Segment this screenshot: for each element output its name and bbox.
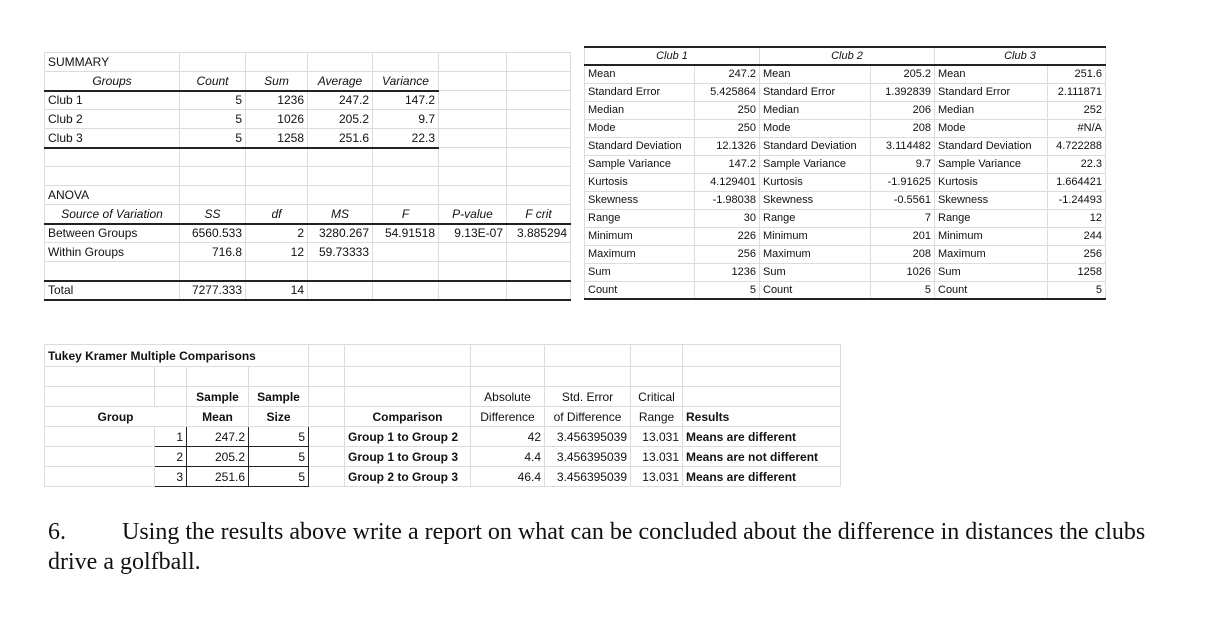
table-row: [585, 83, 1106, 101]
summary-cell: 5: [180, 129, 246, 148]
tukey-result: Means are different: [683, 467, 841, 487]
table-row: [585, 173, 1106, 191]
stat-value: 5: [695, 281, 760, 299]
club1-header: Club 1: [585, 47, 760, 65]
stat-value: 12.1326: [695, 137, 760, 155]
stat-label: Maximum: [760, 245, 871, 263]
table-row: [585, 137, 1106, 155]
question-number: 6.: [48, 519, 66, 545]
stat-label: Minimum: [585, 227, 695, 245]
tukey-hdr-group: Group: [45, 407, 187, 427]
summary-header-count: Count: [180, 72, 246, 91]
descriptive-stats-table: [584, 46, 1106, 300]
stat-label: Kurtosis: [935, 173, 1048, 191]
stat-label: Standard Error: [585, 83, 695, 101]
anova-cell: Between Groups: [45, 224, 180, 243]
stat-label: Median: [935, 101, 1048, 119]
stat-value: 1.392839: [871, 83, 935, 101]
stat-value: 22.3: [1048, 155, 1106, 173]
stat-label: Mean: [760, 65, 871, 83]
stat-label: Mean: [585, 65, 695, 83]
stat-label: Minimum: [935, 227, 1048, 245]
stat-value: #N/A: [1048, 119, 1106, 137]
club2-header: Club 2: [760, 47, 935, 65]
stat-label: Sample Variance: [935, 155, 1048, 173]
table-row: [585, 65, 1106, 83]
table-row: [45, 91, 571, 110]
stat-label: Standard Deviation: [585, 137, 695, 155]
stat-label: Standard Deviation: [935, 137, 1048, 155]
stat-label: Sum: [935, 263, 1048, 281]
stat-value: 147.2: [695, 155, 760, 173]
question-text: Using the results above write a report on what can be concluded about the difference in distances the clubs drive a golfball.: [48, 519, 1146, 575]
stat-value: 3.114482: [871, 137, 935, 155]
summary-cell: Club 1: [45, 91, 180, 110]
stat-value: 7: [871, 209, 935, 227]
summary-cell: Club 2: [45, 110, 180, 129]
club3-header: Club 3: [935, 47, 1106, 65]
table-row: [45, 427, 841, 447]
table-row: [585, 191, 1106, 209]
table-row: [585, 101, 1106, 119]
anova-cell: 716.8: [180, 243, 246, 262]
tukey-result: Means are not different: [683, 447, 841, 467]
anova-cell: 7277.333: [180, 281, 246, 300]
tukey-sample-size: 5: [249, 467, 309, 487]
stat-value: 4.129401: [695, 173, 760, 191]
summary-title: SUMMARY: [45, 53, 180, 72]
stat-value: 205.2: [871, 65, 935, 83]
summary-cell: 9.7: [373, 110, 439, 129]
summary-cell: 5: [180, 91, 246, 110]
stat-label: Range: [585, 209, 695, 227]
tukey-hdr-critical: Critical: [631, 387, 683, 407]
table-row: [45, 281, 571, 300]
tukey-comparison: Group 1 to Group 3: [345, 447, 471, 467]
stat-label: Sample Variance: [585, 155, 695, 173]
anova-header-source: Source of Variation: [45, 205, 180, 224]
tukey-result: Means are different: [683, 427, 841, 447]
stat-label: Standard Error: [760, 83, 871, 101]
summary-cell: 247.2: [308, 91, 373, 110]
tukey-hdr-absolute: Absolute: [471, 387, 545, 407]
anova-header-pvalue: P-value: [439, 205, 507, 224]
summary-cell: 1258: [246, 129, 308, 148]
tukey-group-number: 1: [155, 427, 187, 447]
stat-value: 252: [1048, 101, 1106, 119]
stat-label: Count: [935, 281, 1048, 299]
stat-value: 1026: [871, 263, 935, 281]
anova-header-fcrit: F crit: [507, 205, 571, 224]
stat-value: 2.111871: [1048, 83, 1106, 101]
stat-value: 5: [1048, 281, 1106, 299]
anova-cell: 3280.267: [308, 224, 373, 243]
stat-label: Standard Deviation: [760, 137, 871, 155]
anova-cell: 9.13E-07: [439, 224, 507, 243]
table-row: [45, 129, 571, 148]
question-paragraph: [48, 517, 1198, 577]
anova-cell: 3.885294: [507, 224, 571, 243]
stat-value: -1.98038: [695, 191, 760, 209]
tukey-abs-difference: 46.4: [471, 467, 545, 487]
anova-cell: 12: [246, 243, 308, 262]
stat-value: 251.6: [1048, 65, 1106, 83]
summary-cell: 205.2: [308, 110, 373, 129]
stat-value: 1258: [1048, 263, 1106, 281]
stat-value: 9.7: [871, 155, 935, 173]
anova-cell: 2: [246, 224, 308, 243]
anova-cell: 6560.533: [180, 224, 246, 243]
stat-label: Mode: [760, 119, 871, 137]
summary-header-average: Average: [308, 72, 373, 91]
anova-cell: Total: [45, 281, 180, 300]
stat-label: Skewness: [760, 191, 871, 209]
tukey-sample-size: 5: [249, 427, 309, 447]
stat-label: Range: [935, 209, 1048, 227]
table-row: [585, 209, 1106, 227]
tukey-sample-mean: 251.6: [187, 467, 249, 487]
tukey-hdr-results: Results: [683, 407, 841, 427]
table-row: [45, 224, 571, 243]
stat-label: Count: [585, 281, 695, 299]
tukey-std-error: 3.456395039: [545, 447, 631, 467]
stat-label: Median: [760, 101, 871, 119]
stat-label: Kurtosis: [585, 173, 695, 191]
stat-value: 5: [871, 281, 935, 299]
table-row: [585, 263, 1106, 281]
tukey-sample-mean: 247.2: [187, 427, 249, 447]
table-row: [45, 447, 841, 467]
tukey-std-error: 3.456395039: [545, 467, 631, 487]
anova-header-ms: MS: [308, 205, 373, 224]
stat-label: Skewness: [585, 191, 695, 209]
tukey-critical-range: 13.031: [631, 447, 683, 467]
tukey-hdr-mean: Mean: [187, 407, 249, 427]
anova-cell: 14: [246, 281, 308, 300]
tukey-hdr-sample2: Sample: [249, 387, 309, 407]
tukey-comparison: Group 1 to Group 2: [345, 427, 471, 447]
table-row: [585, 227, 1106, 245]
anova-cell: 59.73333: [308, 243, 373, 262]
stat-label: Kurtosis: [760, 173, 871, 191]
table-row: [45, 110, 571, 129]
summary-header-sum: Sum: [246, 72, 308, 91]
summary-header-groups: Groups: [45, 72, 180, 91]
stat-label: Mean: [935, 65, 1048, 83]
stat-label: Sample Variance: [760, 155, 871, 173]
anova-cell: Within Groups: [45, 243, 180, 262]
summary-cell: 251.6: [308, 129, 373, 148]
anova-cell: 54.91518: [373, 224, 439, 243]
stat-label: Maximum: [935, 245, 1048, 263]
stat-value: -0.5561: [871, 191, 935, 209]
stat-value: -1.24493: [1048, 191, 1106, 209]
table-row: [585, 281, 1106, 299]
stat-label: Skewness: [935, 191, 1048, 209]
anova-header-ss: SS: [180, 205, 246, 224]
summary-cell: 5: [180, 110, 246, 129]
stat-value: 30: [695, 209, 760, 227]
summary-header-variance: Variance: [373, 72, 439, 91]
tukey-group-number: 2: [155, 447, 187, 467]
anova-header-f: F: [373, 205, 439, 224]
stat-label: Range: [760, 209, 871, 227]
tukey-hdr-range: Range: [631, 407, 683, 427]
summary-cell: Club 3: [45, 129, 180, 148]
stat-value: 208: [871, 245, 935, 263]
stat-value: 256: [695, 245, 760, 263]
tukey-std-error: 3.456395039: [545, 427, 631, 447]
stat-value: 247.2: [695, 65, 760, 83]
summary-cell: 147.2: [373, 91, 439, 110]
stat-value: 256: [1048, 245, 1106, 263]
stat-label: Count: [760, 281, 871, 299]
table-row: [45, 467, 841, 487]
tukey-hdr-of-difference: of Difference: [545, 407, 631, 427]
tukey-critical-range: 13.031: [631, 427, 683, 447]
stat-value: 206: [871, 101, 935, 119]
tukey-title: Tukey Kramer Multiple Comparisons: [45, 345, 309, 367]
stat-label: Standard Error: [935, 83, 1048, 101]
stat-value: 5.425864: [695, 83, 760, 101]
table-row: [585, 155, 1106, 173]
stat-value: 226: [695, 227, 760, 245]
tukey-group-number: 3: [155, 467, 187, 487]
tukey-hdr-comparison: Comparison: [345, 407, 471, 427]
summary-cell: 22.3: [373, 129, 439, 148]
stat-value: -1.91625: [871, 173, 935, 191]
stat-value: 1236: [695, 263, 760, 281]
stat-value: 12: [1048, 209, 1106, 227]
tukey-critical-range: 13.031: [631, 467, 683, 487]
stat-value: 250: [695, 101, 760, 119]
stat-value: 201: [871, 227, 935, 245]
stat-value: 1.664421: [1048, 173, 1106, 191]
summary-anova-sheet: [44, 52, 571, 301]
tukey-hdr-difference: Difference: [471, 407, 545, 427]
tukey-sample-mean: 205.2: [187, 447, 249, 467]
stat-label: Sum: [760, 263, 871, 281]
table-row: [585, 119, 1106, 137]
table-row: [45, 243, 571, 262]
stat-label: Minimum: [760, 227, 871, 245]
stat-label: Mode: [585, 119, 695, 137]
stat-label: Median: [585, 101, 695, 119]
stat-label: Sum: [585, 263, 695, 281]
anova-header-df: df: [246, 205, 308, 224]
stat-label: Maximum: [585, 245, 695, 263]
tukey-table: [44, 344, 841, 487]
stat-value: 4.722288: [1048, 137, 1106, 155]
stat-label: Mode: [935, 119, 1048, 137]
summary-cell: 1026: [246, 110, 308, 129]
stat-value: 250: [695, 119, 760, 137]
tukey-comparison: Group 2 to Group 3: [345, 467, 471, 487]
tukey-hdr-size: Size: [249, 407, 309, 427]
tukey-sample-size: 5: [249, 447, 309, 467]
stat-value: 208: [871, 119, 935, 137]
tukey-hdr-stderror: Std. Error: [545, 387, 631, 407]
tukey-hdr-sample1: Sample: [187, 387, 249, 407]
anova-title: ANOVA: [45, 186, 180, 205]
tukey-abs-difference: 42: [471, 427, 545, 447]
summary-cell: 1236: [246, 91, 308, 110]
stat-value: 244: [1048, 227, 1106, 245]
tukey-abs-difference: 4.4: [471, 447, 545, 467]
table-row: [585, 245, 1106, 263]
